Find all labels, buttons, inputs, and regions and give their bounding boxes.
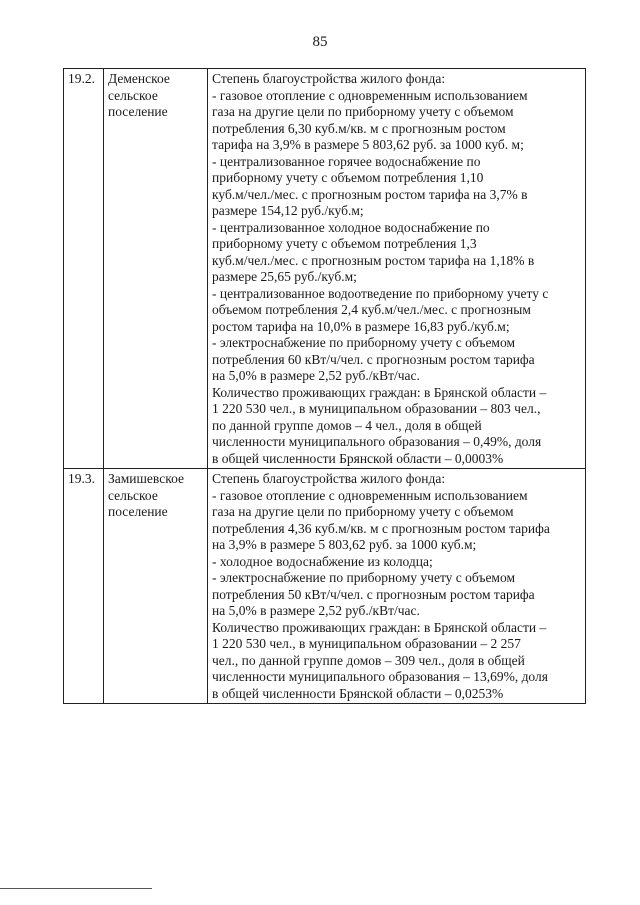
description-line: приборному учету с объемом потребления 1,10: [212, 170, 484, 185]
description-line: численности муниципального образования – 13,69%, доля: [212, 669, 548, 684]
description-line: газа на другие цели по приборному учету с объемом: [212, 504, 514, 519]
description-line: на 5,0% в размере 2,52 руб./кВт/час.: [212, 603, 420, 618]
municipality-name-cell: [104, 469, 208, 704]
description-line: - холодное водоснабжение из колодца;: [212, 553, 433, 569]
description-line: - централизованное холодное водоснабжение по: [212, 219, 490, 235]
description-line: - электроснабжение по приборному учету с объемом: [212, 335, 516, 350]
description-line: куб.м/чел./мес. с прогнозным ростом тарифа на 3,7% в: [212, 186, 528, 202]
description-line: по данной группе домов – 4 чел., доля в общей: [212, 417, 482, 433]
description-line: 1 220 530 чел., в муниципальном образовании – 2 257: [212, 636, 521, 651]
description-line: потребления 6,30 куб.м/кв. м с прогнозным ростом: [212, 120, 506, 136]
description-line: потребления 50 кВт/ч/чел. с прогнозным ростом тарифа: [212, 586, 535, 602]
description-line: потребления 4,36 куб.м/кв. м с прогнозным ростом тарифа: [212, 520, 550, 536]
description-line: приборному учету с объемом потребления 1,3: [212, 236, 477, 251]
municipality-name-line: поселение: [108, 504, 168, 519]
row-number: 19.2.: [64, 69, 104, 469]
municipality-name-line: сельское: [108, 487, 158, 503]
table-row: [64, 469, 586, 704]
municipality-name-line: сельское: [108, 87, 158, 103]
municipality-name-line: поселение: [108, 104, 168, 119]
description-cell: [208, 469, 586, 704]
tariff-table: [63, 68, 586, 704]
municipality-name-line: Деменское: [108, 71, 170, 86]
description-line: Количество проживающих граждан: в Брянской области –: [212, 619, 547, 635]
table-body: [64, 69, 586, 704]
municipality-name-line: Замишевское: [108, 471, 184, 486]
description-line: - газовое отопление с одновременным использованием: [212, 487, 528, 503]
description-line: потребления 60 кВт/ч/чел. с прогнозным ростом тарифа: [212, 351, 535, 367]
description-line: тарифа на 3,9% в размере 5 803,62 руб. за 1000 куб. м;: [212, 137, 524, 152]
description-line: чел., по данной группе домов – 309 чел., доля в общей: [212, 652, 525, 668]
description-line: - централизованное горячее водоснабжение по: [212, 153, 481, 169]
description-line: Степень благоустройства жилого фонда:: [212, 471, 446, 486]
description-line: 1 220 530 чел., в муниципальном образовании – 803 чел.,: [212, 401, 541, 416]
description-line: куб.м/чел./мес. с прогнозным ростом тарифа на 1,18% в: [212, 252, 535, 268]
description-line: в общей численности Брянской области – 0,0003%: [212, 450, 504, 466]
description-line: газа на другие цели по приборному учету с объемом: [212, 104, 514, 119]
description-line: объемом потребления 2,4 куб.м/чел./мес. с прогнозным: [212, 302, 531, 317]
municipality-name-cell: [104, 69, 208, 469]
description-line: на 5,0% в размере 2,52 руб./кВт/час.: [212, 368, 420, 383]
page-number: 85: [312, 34, 328, 50]
description-line: на 3,9% в размере 5 803,62 руб. за 1000 куб.м;: [212, 537, 477, 552]
description-line: Количество проживающих граждан: в Брянской области –: [212, 384, 547, 400]
description-cell: [208, 69, 586, 469]
table-row: [64, 69, 586, 469]
description-line: Степень благоустройства жилого фонда:: [212, 71, 446, 86]
description-line: - электроснабжение по приборному учету с объемом: [212, 570, 516, 585]
footer-rule: [0, 888, 152, 889]
row-number: 19.3.: [64, 469, 104, 704]
description-line: численности муниципального образования – 0,49%, доля: [212, 434, 542, 449]
description-line: - централизованное водоотведение по приборному учету с: [212, 285, 549, 301]
description-line: в общей численности Брянской области – 0,0253%: [212, 685, 504, 701]
description-line: размере 25,65 руб./куб.м;: [212, 269, 357, 284]
description-line: ростом тарифа на 10,0% в размере 16,83 руб./куб.м;: [212, 318, 510, 334]
description-line: размере 154,12 руб./куб.м;: [212, 203, 364, 218]
description-line: - газовое отопление с одновременным использованием: [212, 87, 528, 103]
